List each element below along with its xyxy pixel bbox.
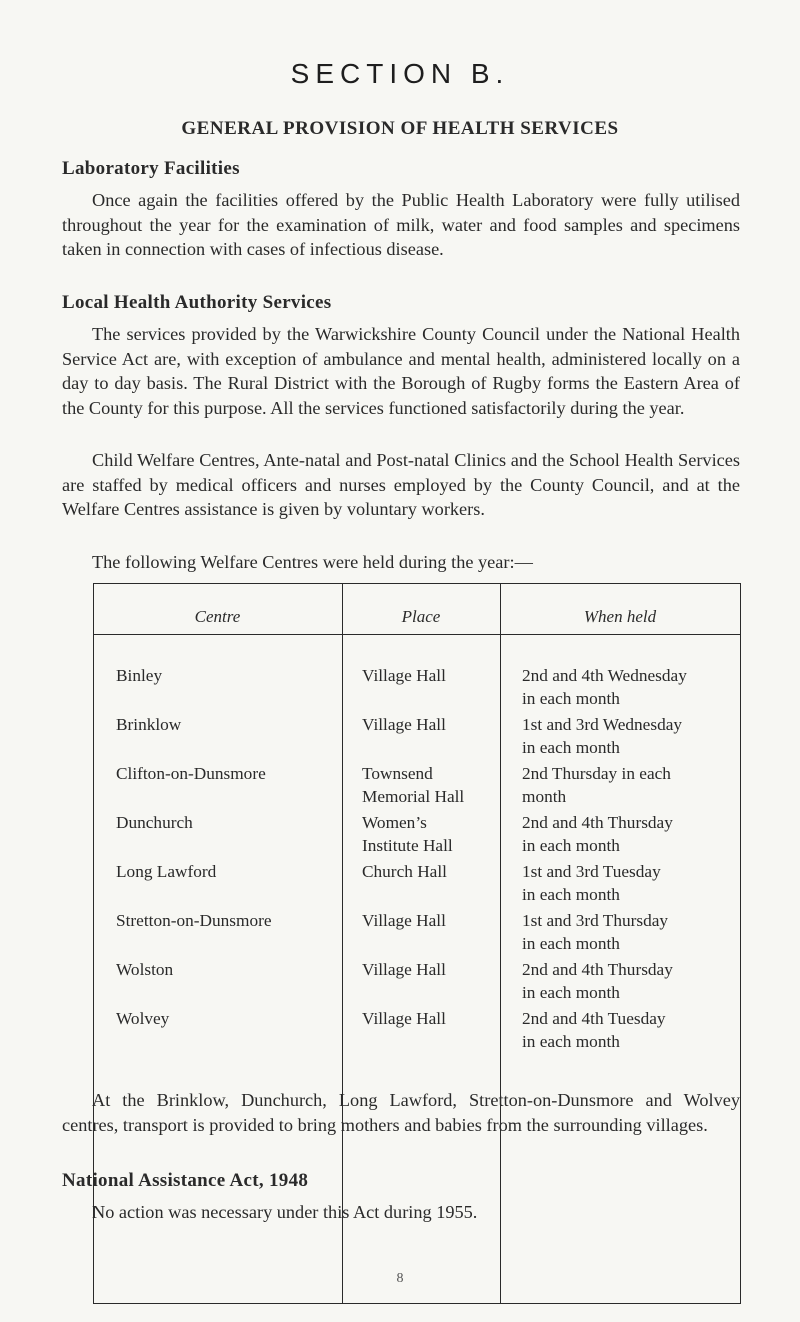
table-cell-when: 2nd and 4th Thursday <box>522 960 673 979</box>
table-cell-when: in each month <box>522 738 620 757</box>
table-cell-when: 1st and 3rd Thursday <box>522 911 669 930</box>
table-cell-place: Village Hall <box>362 715 446 734</box>
table-cell-place: Church Hall <box>362 862 447 881</box>
local-health-paragraph-3: The following Welfare Centres were held during the year:— <box>92 552 533 572</box>
table-cell-centre: Brinklow <box>116 715 182 734</box>
table-cell-centre: Stretton-on-Dunsmore <box>116 911 272 930</box>
table-bottom-rule <box>93 1303 740 1304</box>
table-cell-when: in each month <box>522 836 620 855</box>
table-cell-place: Townsend <box>362 764 433 783</box>
table-cell-when: 2nd and 4th Wednesday <box>522 666 687 685</box>
table-cell-place: Village Hall <box>362 1009 446 1028</box>
table-cell-place: Institute Hall <box>362 836 453 855</box>
table-cell-centre: Binley <box>116 666 163 685</box>
table-cell-centre: Wolston <box>116 960 174 979</box>
national-assistance-heading: National Assistance Act, 1948 <box>62 1170 309 1191</box>
table-cell-centre: Clifton-on-Dunsmore <box>116 764 266 783</box>
table-cell-when: 1st and 3rd Tuesday <box>522 862 661 881</box>
table-cell-when: 2nd and 4th Thursday <box>522 813 673 832</box>
table-cell-when: month <box>522 787 567 806</box>
table-cell-centre: Long Lawford <box>116 862 217 881</box>
local-health-paragraph-2: Child Welfare Centres, Ante-natal and Post-natal Clinics and the School Health Services are staffed by medical officers and nurses employed by the County Council, and at the Welfare Centres assistance is given by voluntary workers. <box>62 450 740 519</box>
table-cell-place: Village Hall <box>362 960 446 979</box>
table-cell-when: in each month <box>522 983 620 1002</box>
table-cell-when: in each month <box>522 1032 620 1051</box>
table-cell-place: Memorial Hall <box>362 787 465 806</box>
local-health-paragraph-1: The services provided by the Warwickshire County Council under the National Health Service Act are, with exception of ambulance and mental health, administered locally on a day to day basis. The Rural District with the Borough of Rugby forms the Eastern Area of the County for this purpose. All the services functioned satisfactorily during the year. <box>62 324 740 418</box>
table-cell-centre: Dunchurch <box>116 813 193 832</box>
national-assistance-paragraph: No action was necessary under this Act during 1955. <box>92 1202 478 1222</box>
table-cell-when: 1st and 3rd Wednesday <box>522 715 683 734</box>
table-divider-2 <box>500 583 501 1304</box>
page-number: 8 <box>396 1271 404 1286</box>
table-cell-place: Women’s <box>362 813 427 832</box>
table-cell-place: Village Hall <box>362 911 446 930</box>
table-cell-when: 2nd Thursday in each <box>522 764 671 783</box>
laboratory-heading: Laboratory Facilities <box>62 158 240 179</box>
column-header-when-held: When held <box>583 607 657 626</box>
column-header-place: Place <box>401 607 441 626</box>
table-top-rule <box>93 583 740 584</box>
table-left-rule <box>93 583 94 1304</box>
table-cell-when: in each month <box>522 934 620 953</box>
table-cell-when: in each month <box>522 885 620 904</box>
table-cell-centre: Wolvey <box>116 1009 170 1028</box>
table-cell-place: Village Hall <box>362 666 446 685</box>
page-title: GENERAL PROVISION OF HEALTH SERVICES <box>181 118 619 139</box>
table-cell-when: 2nd and 4th Tuesday <box>522 1009 666 1028</box>
laboratory-paragraph: Once again the facilities offered by the Public Health Laboratory were fully utilised throughout the year for the examination of milk, water and food samples and specimens taken in connection with cases of infectious disease. <box>62 190 740 259</box>
local-health-heading: Local Health Authority Services <box>62 292 332 313</box>
transport-paragraph: At the Brinklow, Dunchurch, Long Lawford, Stretton-on-Dunsmore and Wolvey centres, transport is provided to bring mothers and babies from the surrounding villages. <box>62 1090 740 1135</box>
table-divider-1 <box>342 583 343 1304</box>
table-header-rule <box>93 634 740 635</box>
section-heading: SECTION B. <box>290 58 510 89</box>
table-right-rule <box>740 583 741 1304</box>
column-header-centre: Centre <box>194 607 241 626</box>
table-cell-when: in each month <box>522 689 620 708</box>
